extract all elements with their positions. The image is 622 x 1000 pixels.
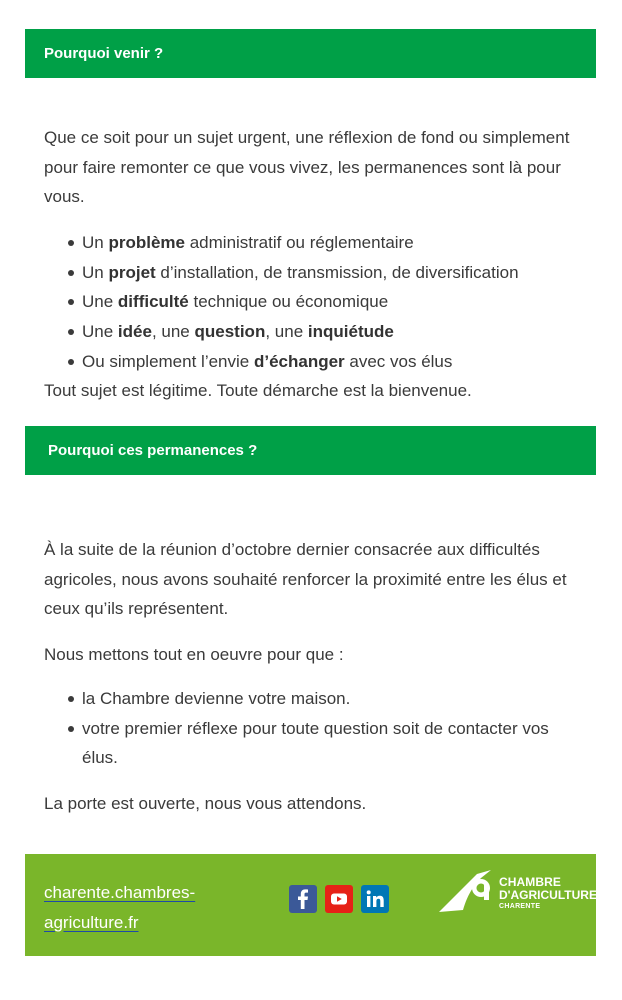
context-paragraph: À la suite de la réunion d’octobre dernier consacrée aux difficultés agricoles, nous avons souhaité renforcer la proximité entre les élus et ceux qu’ils représentent. (44, 540, 567, 618)
commitment-intro: Nous mettons tout en oeuvre pour que : (44, 645, 344, 664)
list-item: Un projet d’installation, de transmission, de diversification (82, 258, 592, 288)
commitment-list (44, 684, 567, 773)
reasons-list (44, 228, 592, 377)
list-item: Une difficulté technique ou économique (82, 287, 592, 317)
section-title: Pourquoi venir ? (44, 45, 164, 62)
closing-line: La porte est ouverte, nous vous attendons. (44, 794, 367, 813)
list-item: Un problème administratif ou réglementaire (82, 228, 592, 258)
logo-line-2: D'AGRICULTURE (499, 888, 597, 902)
logo-line-3: CHARENTE (499, 903, 541, 910)
closing-line: Tout sujet est légitime. Toute démarche est la bienvenue. (44, 381, 472, 400)
facebook-icon[interactable] (289, 885, 317, 913)
list-item: la Chambre devienne votre maison. (82, 684, 567, 714)
intro-paragraph: Que ce soit pour un sujet urgent, une réflexion de fond ou simplement pour faire remonter ce que vous vivez, les permanences sont là pour vous. (44, 128, 570, 206)
list-item: Une idée, une question, une inquiétude (82, 317, 592, 347)
footer (25, 854, 596, 956)
youtube-icon[interactable] (325, 885, 353, 913)
section-banner-why-come (25, 29, 596, 78)
section-title: Pourquoi ces permanences ? (48, 442, 258, 459)
list-item: Ou simplement l’envie d’échanger avec vos élus (82, 347, 592, 377)
section-banner-why-permanences (25, 426, 596, 475)
logo-mark-icon (437, 866, 497, 916)
chambre-agriculture-logo (437, 866, 597, 916)
logo-line-1: CHAMBRE (499, 875, 562, 889)
linkedin-icon[interactable] (361, 885, 389, 913)
website-link[interactable]: charente.chambres-agriculture.fr (44, 883, 196, 932)
list-item: votre premier réflexe pour toute question soit de contacter vos élus. (82, 714, 567, 773)
